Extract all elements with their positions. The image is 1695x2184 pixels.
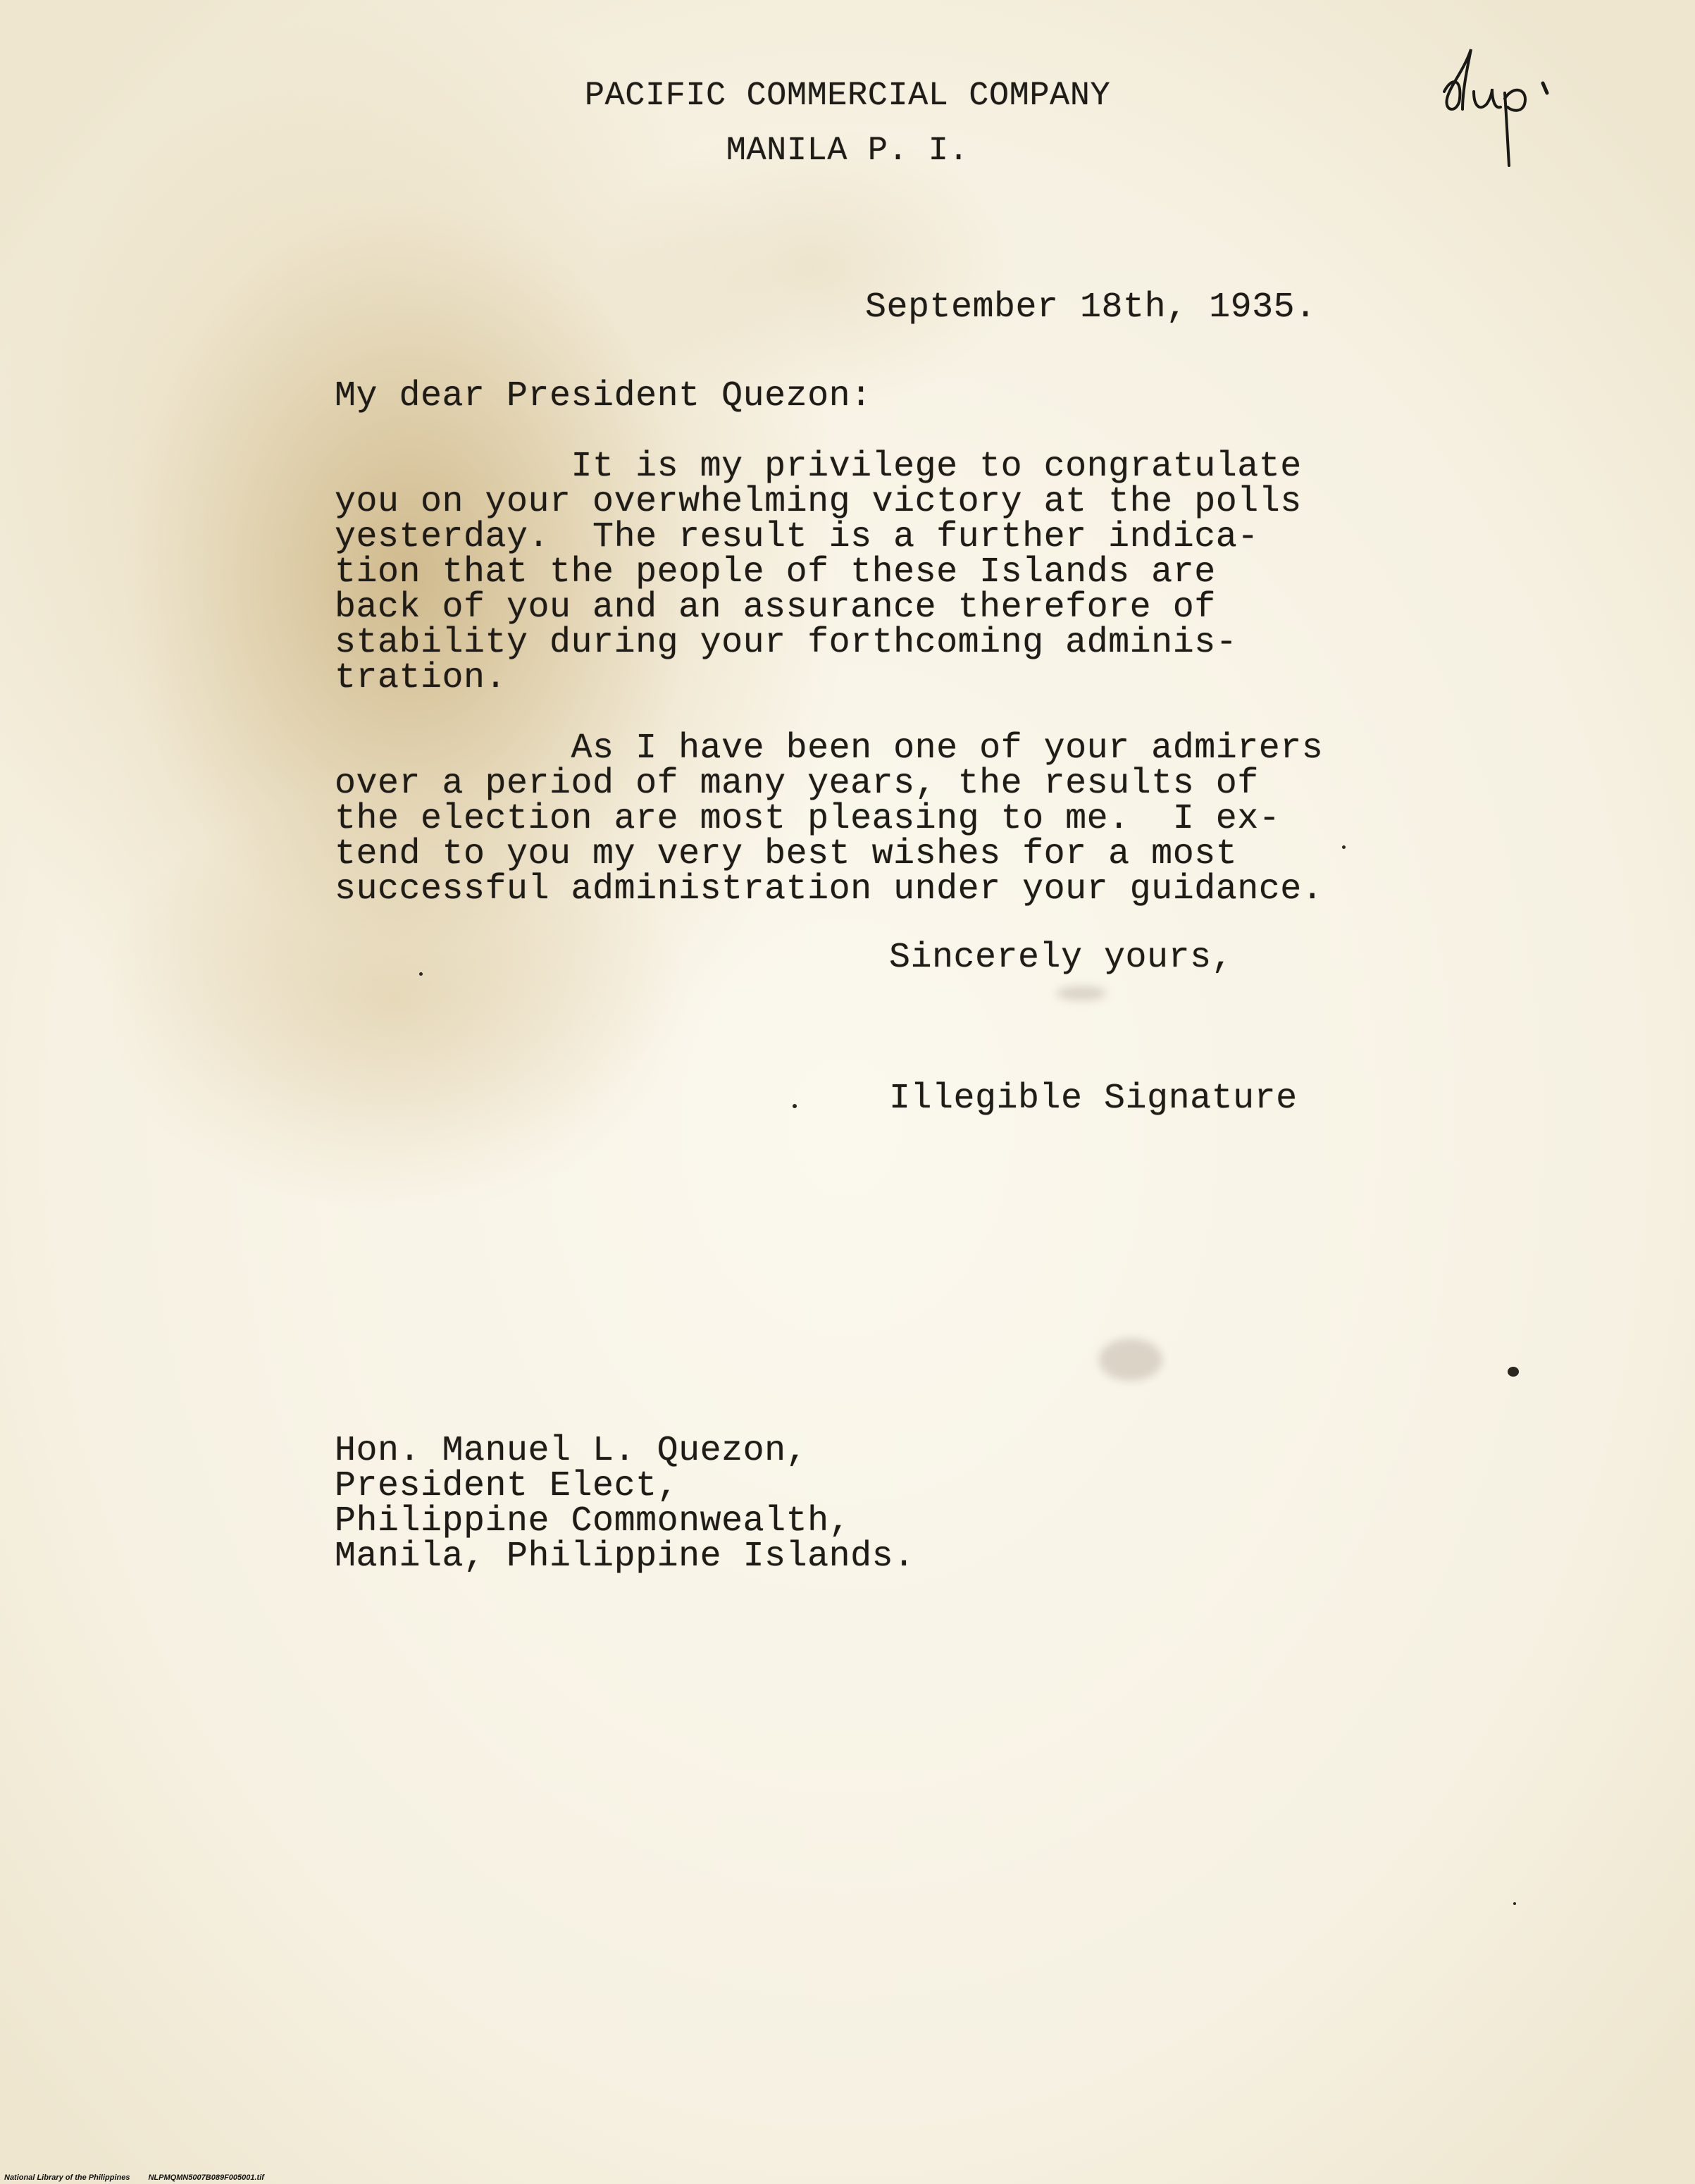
body-line: yesterday. The result is a further indica- — [335, 517, 1259, 557]
paper-smudge — [1099, 1339, 1162, 1381]
salutation: My dear President Quezon: — [335, 376, 872, 416]
body-line: the election are most pleasing to me. I ex- — [335, 799, 1281, 839]
body-line: It is my privilege to congratulate — [335, 447, 1302, 487]
letterhead-company: PACIFIC COMMERCIAL COMPANY — [584, 77, 1111, 115]
signature: Illegible Signature — [889, 1079, 1298, 1119]
paper-speck — [1342, 845, 1346, 849]
letter-date: September 18th, 1935. — [865, 287, 1317, 328]
addressee-line: President Elect, — [335, 1466, 679, 1506]
paper-speck — [419, 972, 423, 976]
paper-smudge — [1057, 986, 1106, 1000]
body-line: As I have been one of your admirers — [335, 728, 1324, 769]
paper-speck — [1513, 1902, 1516, 1905]
closing: Sincerely yours, — [889, 938, 1234, 978]
body-line: successful administration under your guidance. — [335, 869, 1324, 910]
addressee-block — [335, 1431, 915, 1577]
archive-footer — [4, 2173, 282, 2182]
body-line: back of you and an assurance therefore of — [335, 588, 1216, 628]
paper-speck — [793, 1104, 797, 1108]
body-line: tend to you my very best wishes for a most — [335, 834, 1238, 874]
body-line: tration. — [335, 658, 507, 698]
handwritten-annotation — [1430, 42, 1599, 176]
body-line: stability during your forthcoming adminis- — [335, 623, 1238, 663]
footer-institution: National Library of the Philippines — [4, 2173, 130, 2182]
addressee-line: Hon. Manuel L. Quezon, — [335, 1431, 808, 1471]
addressee-line: Philippine Commonwealth, — [335, 1501, 851, 1541]
footer-file-id: NLPMQMN5007B089F005001.tif — [148, 2173, 264, 2182]
body-line: over a period of many years, the results of — [335, 764, 1259, 804]
paper-speck — [1508, 1367, 1519, 1377]
addressee-line: Manila, Philippine Islands. — [335, 1537, 915, 1577]
body-line: tion that the people of these Islands are — [335, 552, 1216, 592]
letterhead-city: MANILA P. I. — [726, 132, 969, 170]
body-line: you on your overwhelming victory at the polls — [335, 482, 1302, 522]
